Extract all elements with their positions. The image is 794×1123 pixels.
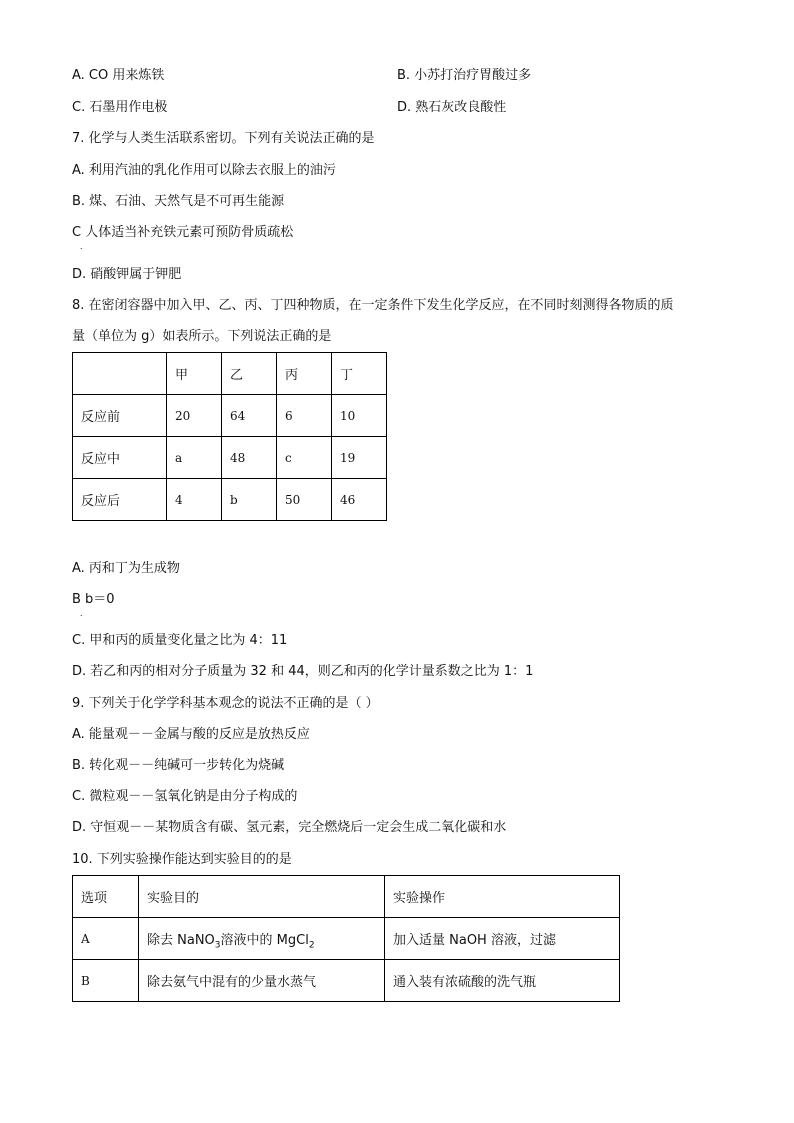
- table-cell: 除去氨气中混有的少量水蒸气: [139, 960, 385, 1002]
- subscript: 3: [214, 940, 221, 951]
- table-cell: 46: [332, 479, 387, 521]
- table-cell: 4: [167, 479, 222, 521]
- q8-option-b: B b＝0: [72, 592, 115, 607]
- subscript: 2: [308, 940, 315, 951]
- table-cell: 48: [222, 437, 277, 479]
- table-row: [73, 479, 387, 521]
- table-cell: 通入装有浓硫酸的洗气瓶: [385, 960, 620, 1002]
- q9-option-a: A. 能量观－－金属与酸的反应是放热反应: [72, 727, 310, 742]
- table-cell: 20: [167, 395, 222, 437]
- punctuation-dot: .: [80, 242, 83, 251]
- table-header-row: [73, 876, 620, 918]
- table-header-row: [73, 353, 387, 395]
- punctuation-dot: .: [80, 609, 83, 618]
- table-cell: c: [277, 437, 332, 479]
- table-header-cell: 甲: [167, 353, 222, 395]
- table-row: [73, 395, 387, 437]
- q8-option-a: A. 丙和丁为生成物: [72, 561, 180, 576]
- table-cell: 加入适量 NaOH 溶液，过滤: [385, 918, 620, 960]
- table-cell: 6: [277, 395, 332, 437]
- q8-mass-table: [72, 352, 387, 521]
- table-header-cell: 乙: [222, 353, 277, 395]
- table-cell: [139, 918, 385, 960]
- table-header-cell: 选项: [73, 876, 139, 918]
- table-header-cell: 实验操作: [385, 876, 620, 918]
- formula-text: 溶液中的 MgCl: [220, 933, 309, 948]
- table-cell: a: [167, 437, 222, 479]
- q9-option-c: C. 微粒观－－氢氧化钠是由分子构成的: [72, 789, 298, 804]
- q7-option-c: C 人体适当补充铁元素可预防骨质疏松: [72, 225, 294, 240]
- table-header-cell: 丁: [332, 353, 387, 395]
- table-cell: 64: [222, 395, 277, 437]
- q8-stem-line1: 8. 在密闭容器中加入甲、乙、丙、丁四种物质，在一定条件下发生化学反应，在不同时刻测得各物质的质: [72, 298, 674, 313]
- q7-option-b: B. 煤、石油、天然气是不可再生能源: [72, 194, 285, 209]
- q8-option-d: D. 若乙和丙的相对分子质量为 32 和 44，则乙和丙的化学计量系数之比为 1：1: [72, 664, 534, 679]
- q10-stem: 10. 下列实验操作能达到实验目的的是: [72, 852, 292, 867]
- table-header-cell: 实验目的: [139, 876, 385, 918]
- q6-option-b: B. 小苏打治疗胃酸过多: [397, 68, 532, 83]
- table-header-cell: 丙: [277, 353, 332, 395]
- formula-text: 除去 NaNO: [147, 933, 215, 948]
- q8-option-c: C. 甲和丙的质量变化量之比为 4：11: [72, 633, 288, 648]
- table-cell: 反应后: [73, 479, 167, 521]
- table-cell: 反应中: [73, 437, 167, 479]
- q7-option-a: A. 利用汽油的乳化作用可以除去衣服上的油污: [72, 163, 336, 178]
- table-cell: 19: [332, 437, 387, 479]
- table-cell: 10: [332, 395, 387, 437]
- table-cell: 50: [277, 479, 332, 521]
- table-row: [73, 960, 620, 1002]
- q7-stem: 7. 化学与人类生活联系密切。下列有关说法正确的是: [72, 131, 375, 146]
- q6-option-c: C. 石墨用作电极: [72, 100, 168, 115]
- q7-option-d: D. 硝酸钾属于钾肥: [72, 267, 182, 282]
- table-row: [73, 918, 620, 960]
- q9-stem: 9. 下列关于化学学科基本观念的说法不正确的是（ ）: [72, 696, 379, 711]
- q6-option-d: D. 熟石灰改良酸性: [397, 100, 507, 115]
- q9-option-d: D. 守恒观－－某物质含有碳、氢元素，完全燃烧后一定会生成二氧化碳和水: [72, 820, 507, 835]
- table-cell: A: [73, 918, 139, 960]
- q9-option-b: B. 转化观－－纯碱可一步转化为烧碱: [72, 758, 285, 773]
- q8-stem-line2: 量（单位为 g）如表所示。下列说法正确的是: [72, 329, 332, 344]
- table-row: [73, 437, 387, 479]
- table-cell: B: [73, 960, 139, 1002]
- table-cell: 反应前: [73, 395, 167, 437]
- q6-option-a: A. CO 用来炼铁: [72, 68, 165, 83]
- q10-experiment-table: [72, 875, 620, 1002]
- table-cell: b: [222, 479, 277, 521]
- table-header-cell: [73, 353, 167, 395]
